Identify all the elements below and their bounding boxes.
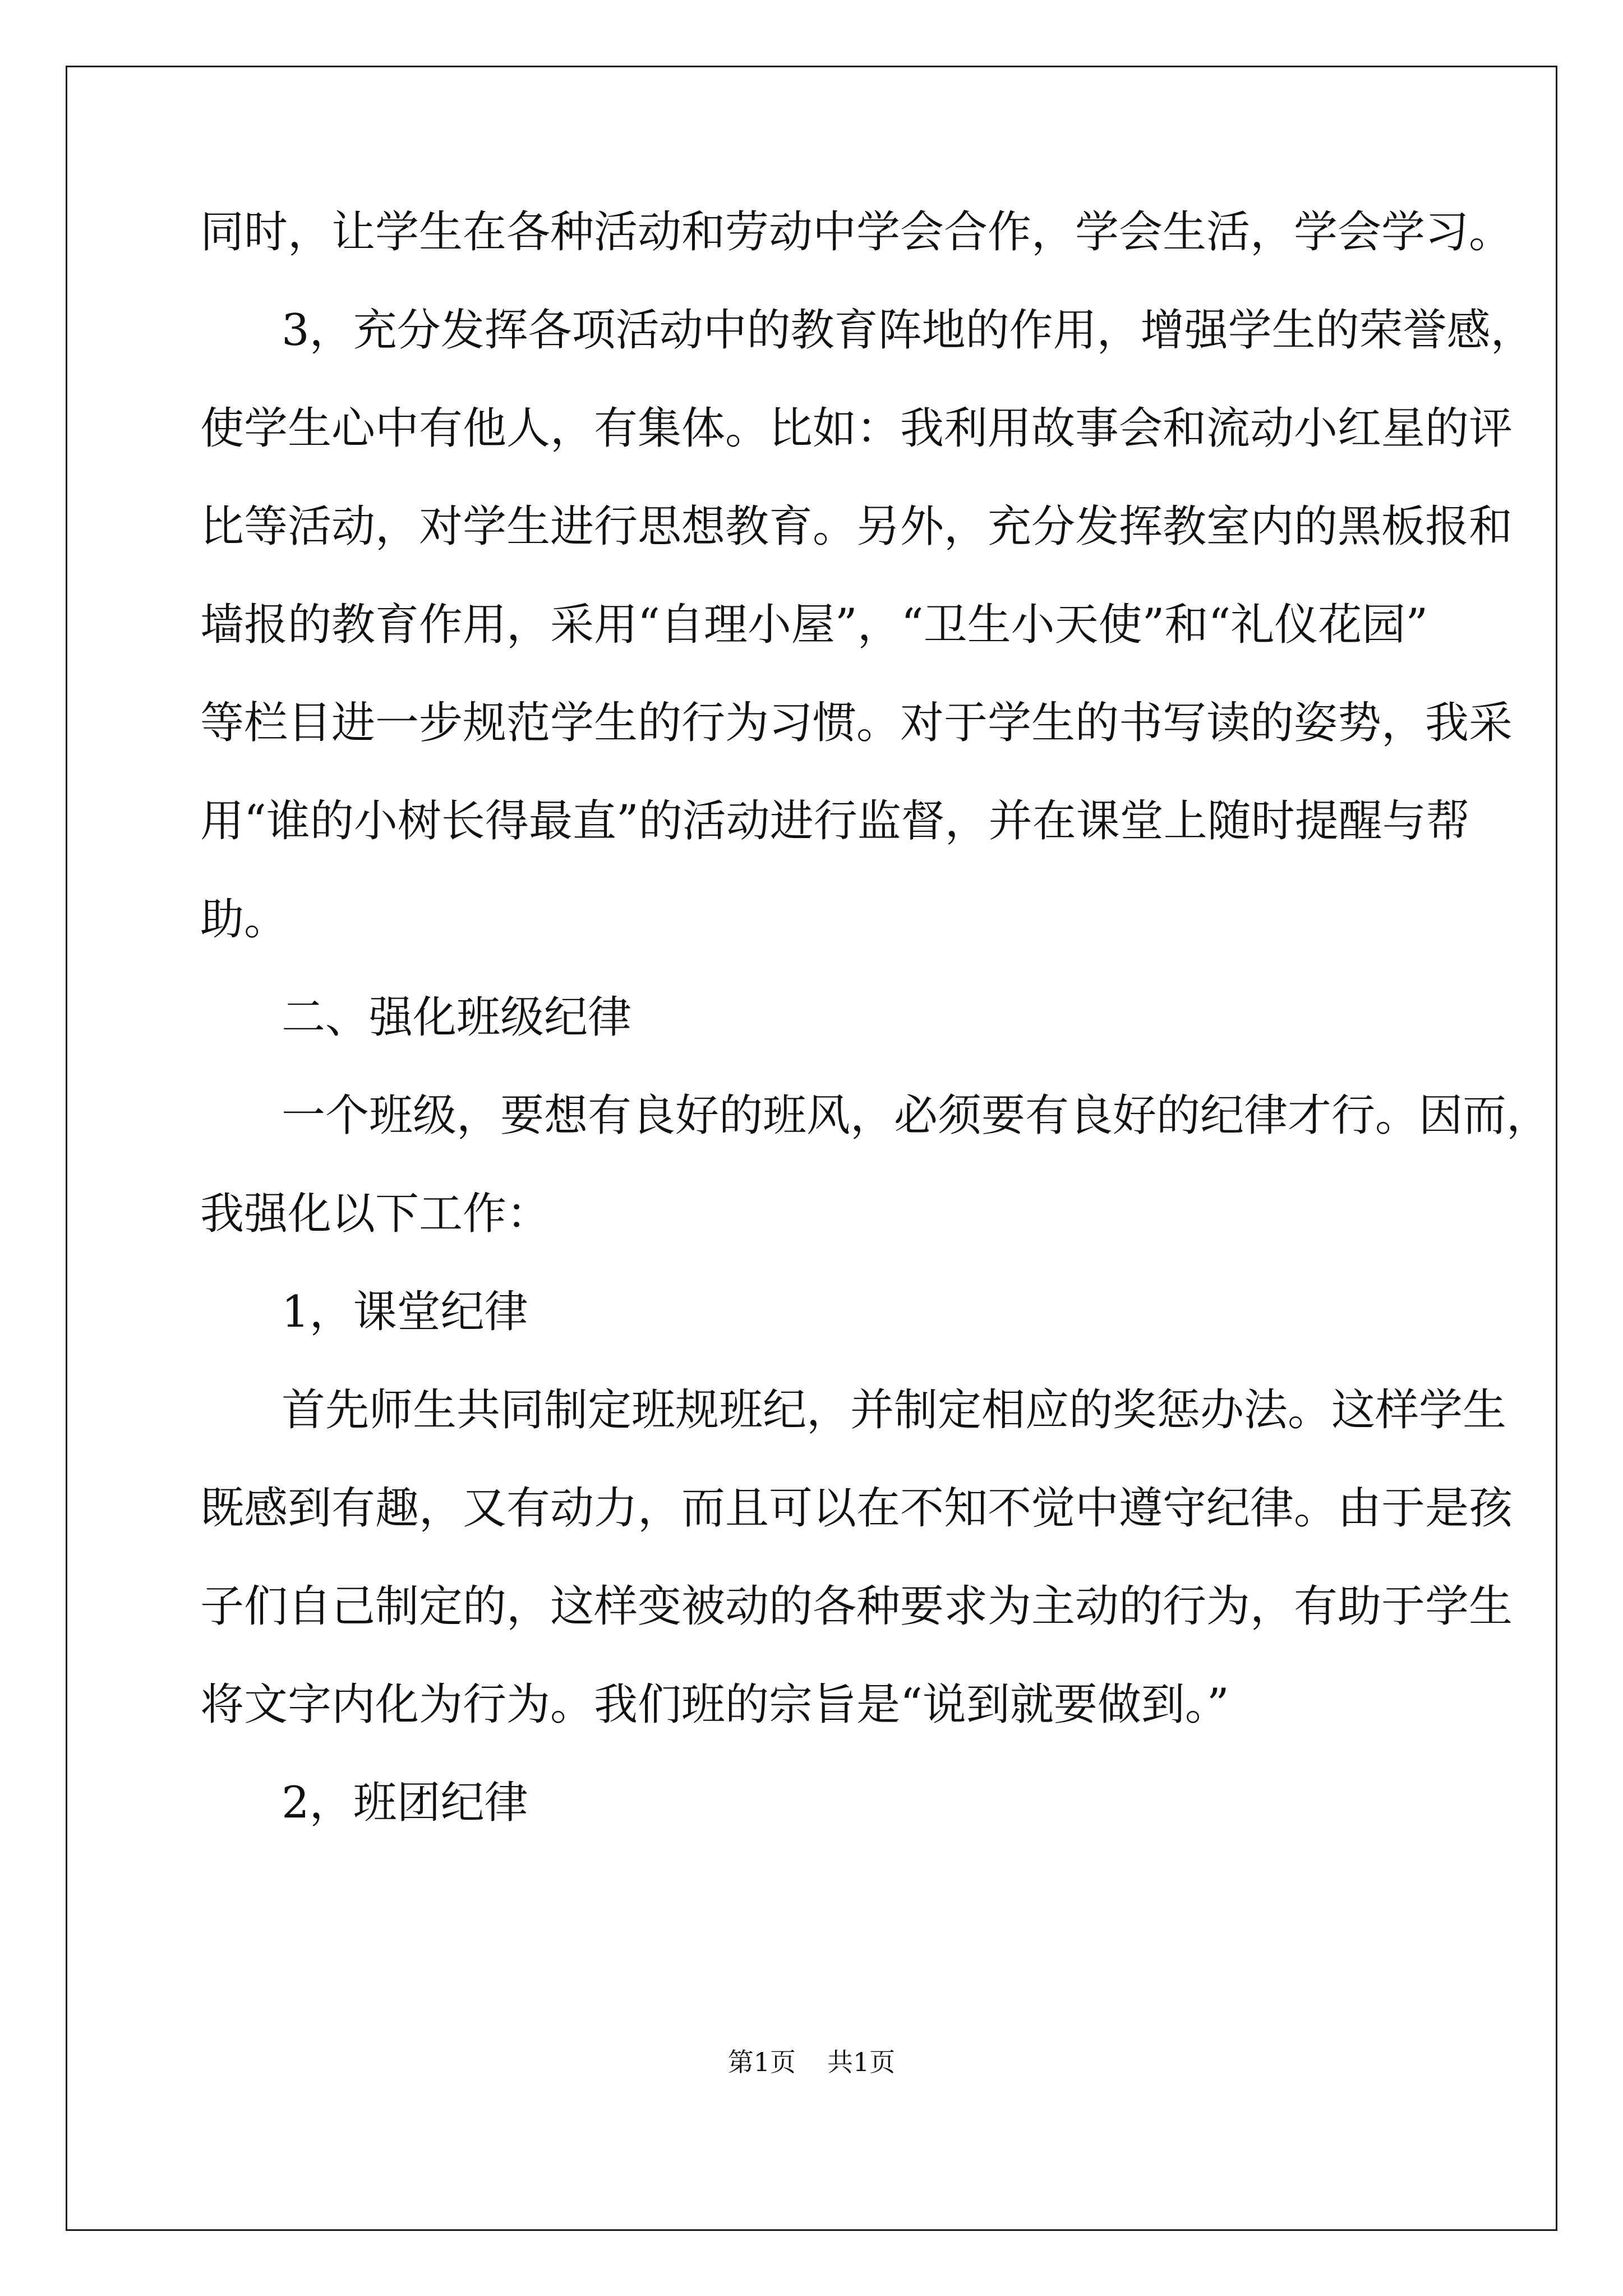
document-body (200, 207, 1551, 1879)
page-number-total: 共1页 (827, 2047, 896, 2077)
text-line: 3，充分发挥各项活动中的教育阵地的作用，增强学生的荣誉感， (282, 305, 1534, 356)
text-line: 子们自己制定的，这样变被动的各种要求为主动的行为，有助于学生 (200, 1581, 1513, 1632)
text-line: 用“谁的小树长得最直”的活动进行监督，并在课堂上随时提醒与帮 (200, 796, 1470, 846)
page-footer (0, 2042, 1623, 2079)
text-line: 既感到有趣，又有动力，而且可以在不知不觉中遵守纪律。由于是孩 (200, 1483, 1513, 1534)
text-line: 将文字内化为行为。我们班的宗旨是“说到就要做到。” (200, 1680, 1229, 1730)
text-line: 二、强化班级纪律 (282, 992, 632, 1043)
text-line: 我强化以下工作： (200, 1189, 551, 1239)
text-line: 首先师生共同制定班规班纪，并制定相应的奖惩办法。这样学生 (282, 1385, 1507, 1435)
text-line: 1，课堂纪律 (282, 1287, 528, 1337)
text-line: 比等活动，对学生进行思想教育。另外，充分发挥教室内的黑板报和 (200, 501, 1513, 552)
text-line: 等栏目进一步规范学生的行为习惯。对于学生的书写读的姿势，我采 (200, 698, 1513, 748)
text-line: 使学生心中有他人，有集体。比如：我利用故事会和流动小红星的评 (200, 403, 1513, 454)
text-line: 一个班级，要想有良好的班风，必须要有良好的纪律才行。因而， (282, 1091, 1551, 1141)
text-line: 同时，让学生在各种活动和劳动中学会合作，学会生活，学会学习。 (200, 207, 1513, 257)
page-number-current: 第1页 (727, 2047, 796, 2077)
text-line: 墙报的教育作用，采用“自理小屋”，“卫生小天使”和“礼仪花园” (200, 600, 1428, 650)
text-line: 助。 (200, 894, 288, 945)
text-line: 2，班团纪律 (282, 1778, 528, 1828)
